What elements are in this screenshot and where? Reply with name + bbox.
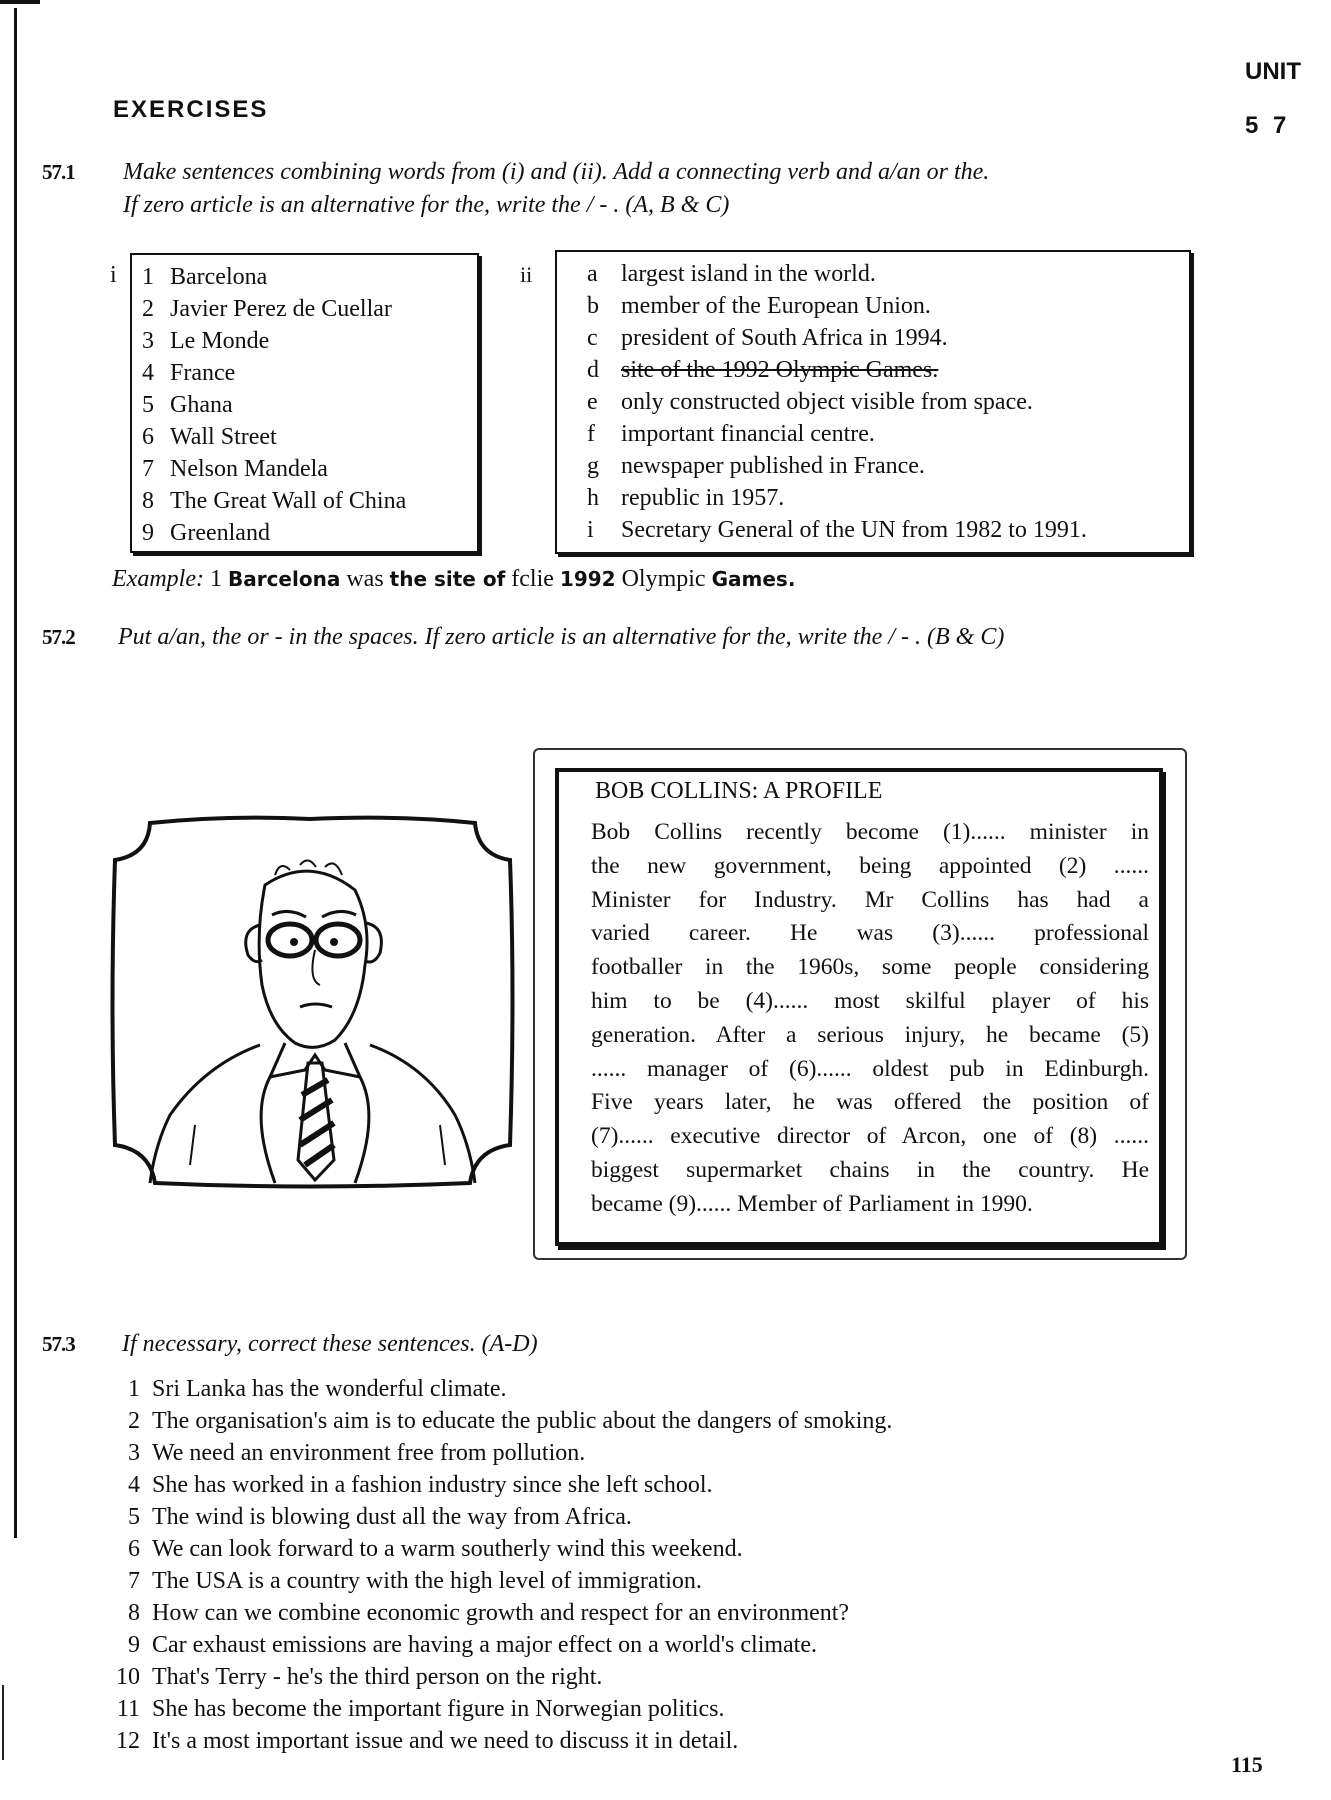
profile-line: (7)...... executive director of Arcon, one of (8) ...... (591, 1123, 1149, 1150)
sentence-list (100, 1373, 892, 1757)
list-item: 8 The Great Wall of China (142, 488, 407, 514)
margin-rule (14, 8, 17, 1538)
profile-line: Bob Collins recently become (1)...... minister in (591, 819, 1149, 845)
list-item: a largest island in the world. (587, 261, 876, 287)
profile-line: became (9)...... Member of Parliament in 1990. (591, 1190, 1033, 1217)
section-title: EXERCISES (113, 96, 269, 123)
list-item: g newspaper published in France. (587, 453, 925, 479)
list-item: 12 It's a most important issue and we need to discuss it in detail. (116, 1728, 739, 1754)
profile-line: him to be (4)...... most skilful player of his (591, 987, 1149, 1014)
profile-line: the new government, being appointed (2) ...... (591, 852, 1149, 879)
list-item: 9 Car exhaust emissions are having a major effect on a world's climate. (128, 1632, 818, 1658)
exercise-instruction: Make sentences combining words from (i) and (ii). Add a connecting verb and a/an or the. (123, 159, 990, 185)
list-item: f important financial centre. (587, 421, 875, 447)
list-item: 7 The USA is a country with the high level of immigration. (128, 1568, 702, 1594)
list-ii-box (555, 250, 1191, 554)
profile-line: biggest supermarket chains in the country. He (591, 1156, 1149, 1183)
profile-line: ...... manager of (6)...... oldest pub in Edinburgh. (591, 1055, 1149, 1082)
profile-text (591, 816, 1149, 1222)
list-item: 5 The wind is blowing dust all the way from Africa. (128, 1504, 632, 1530)
list-item: 2 Javier Perez de Cuellar (142, 296, 392, 322)
list-item: i Secretary General of the UN from 1982 to 1991. (587, 517, 1087, 543)
exercise-number: 57.1 (42, 160, 75, 184)
list-item: 1 Barcelona (142, 264, 268, 290)
list-item: 1 Sri Lanka has the wonderful climate. (128, 1376, 507, 1402)
profile-line: varied career. He was (3)...... professional (591, 920, 1149, 947)
exercise-instruction: If necessary, correct these sentences. (A-D) (122, 1331, 538, 1357)
list-item: 4 France (142, 360, 236, 386)
exercise-instruction: If zero article is an alternative for the, write the / - . (A, B & C) (123, 192, 730, 218)
profile-box (555, 768, 1163, 1246)
list-item: 8 How can we combine economic growth and respect for an environment? (128, 1600, 850, 1626)
portrait-illustration (110, 815, 515, 1195)
list-item-crossed: d site of the 1992 Olympic Games. (587, 357, 939, 383)
list-item: 3 Le Monde (142, 328, 270, 354)
margin-cap-line (0, 0, 40, 4)
list-item: 2 The organisation's aim is to educate the public about the dangers of smoking. (128, 1408, 893, 1434)
list-item: e only constructed object visible from space. (587, 389, 1033, 415)
column-label: ii (520, 262, 533, 287)
list-item: 3 We need an environment free from pollution. (128, 1440, 586, 1466)
list-item: 4 She has worked in a fashion industry since she left school. (128, 1472, 713, 1498)
exercise-number: 57.3 (42, 1332, 75, 1356)
margin-tail-line (2, 1685, 4, 1760)
list-item: b member of the European Union. (587, 293, 931, 319)
exercise-number: 57.2 (42, 625, 75, 649)
list-item: 6 Wall Street (142, 424, 277, 450)
profile-line: footballer in the 1960s, some people considering (591, 954, 1149, 981)
list-item: 11 She has become the important figure in Norwegian politics. (116, 1696, 725, 1722)
list-item: 9 Greenland (142, 520, 270, 546)
page-number: 115 (1231, 1752, 1263, 1777)
list-i-box (130, 253, 479, 553)
list-item: 6 We can look forward to a warm southerly wind this weekend. (128, 1536, 743, 1562)
column-label: i (110, 262, 117, 288)
profile-line: generation. After a serious injury, he became (5) (591, 1021, 1149, 1048)
list-item: 10 That's Terry - he's the third person on the right. (116, 1664, 603, 1690)
profile-title: BOB COLLINS: A PROFILE (595, 778, 883, 804)
example-sentence: Example: 1 Barcelona was the site of fclie 1992 Olympic Games. (112, 566, 796, 592)
list-ii (587, 258, 1087, 546)
list-item: c president of South Africa in 1994. (587, 325, 948, 351)
list-i (142, 261, 406, 549)
unit-label: UNIT (1245, 58, 1301, 85)
exercise-instruction: Put a/an, the or - in the spaces. If zero article is an alternative for the, write the / - . (B & C) (118, 624, 1005, 650)
list-item: h republic in 1957. (587, 485, 785, 511)
profile-line: Minister for Industry. Mr Collins has had a (591, 886, 1149, 913)
unit-number: 5 7 (1245, 112, 1291, 139)
profile-line: Five years later, he was offered the position of (591, 1089, 1149, 1116)
list-item: 7 Nelson Mandela (142, 456, 328, 482)
list-item: 5 Ghana (142, 392, 233, 418)
bob-collins-portrait (110, 815, 515, 1190)
